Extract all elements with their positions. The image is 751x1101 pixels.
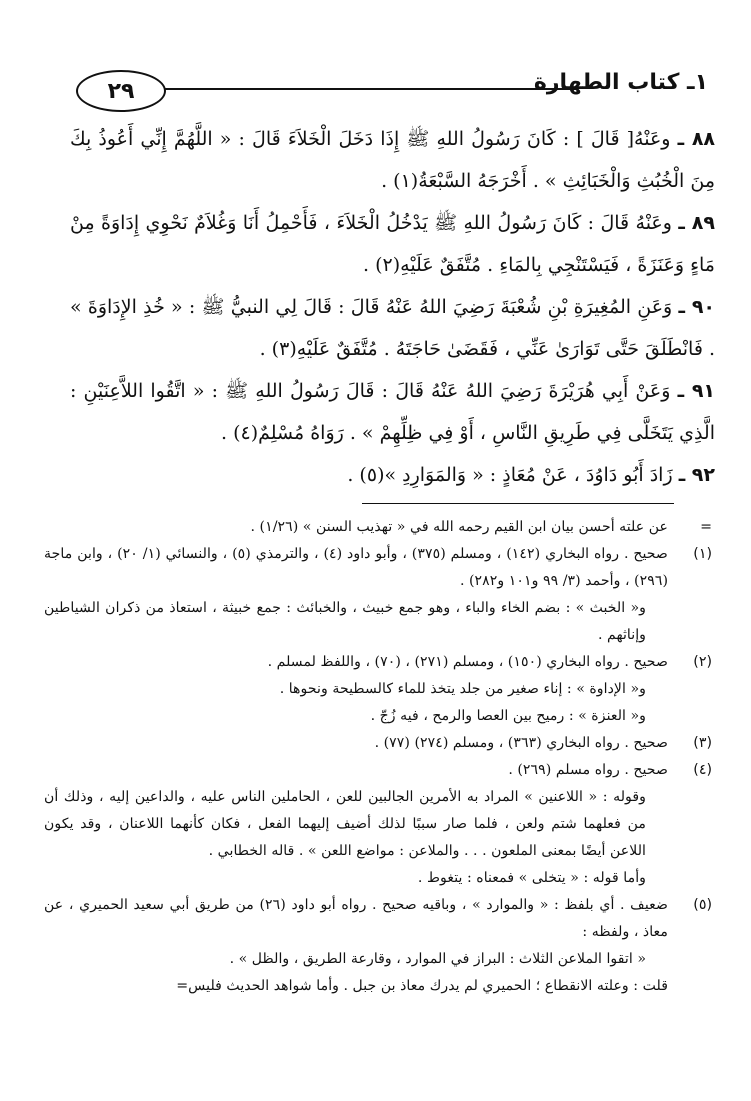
hadith-number: ٨٩ ـ (678, 212, 715, 234)
hadith-number: ٩٢ ـ (678, 464, 715, 486)
footnote-marker (668, 973, 712, 1000)
footnote-separator (362, 503, 674, 504)
footnote-marker (668, 703, 712, 730)
footnote-4-meaning (44, 865, 712, 892)
hadith-89 (70, 202, 715, 286)
page-header (76, 62, 708, 110)
hadith-body: زَادَ أَبُو دَاوُدَ ، عَنْ مُعَاذٍ : « وَالمَوَارِدِ »(٥) . (347, 464, 673, 486)
footnote-text: و« العنزة » : رميح بين العصا والرمح ، فيه زُجّ . (370, 708, 646, 724)
footnote-marker (668, 595, 712, 649)
hadith-body: وَعَنِ المُغِيرَةِ بْنِ شُعْبَةَ رَضِيَ اللهُ عَنْهُ قَالَ : قَالَ لِي النبيُّ ﷺ : « خُذِ الإِدَاوَةَ » . فَانْطَلَقَ حَتَّى تَوَارَىٰ عَنِّي ، فَقَضَىٰ حَاجَتَهُ . مُتَّفَقٌ عَلَيْهِ(٣) . (70, 296, 715, 360)
footnote-text: صحيح . رواه البخاري (١٤٢) ، ومسلم (٣٧٥) ، وأبو داود (٤) ، والترمذي (٥) ، والنسائي (١/ ٢٠) ، وابن ماجة (٢٩٦) ، وأحمد (٣/ ٩٩ و١٠١ و٢٨٢) . (44, 546, 668, 589)
page-number: ٢٩ (107, 78, 135, 104)
page-number-badge (76, 70, 166, 112)
footnote-marker: (٥) (693, 897, 712, 913)
footnote-text: « اتقوا الملاعن الثلاث : البراز في الموارد ، وقارعة الطريق ، والظل » . (229, 951, 646, 967)
footnote-2-gloss-idawa (44, 676, 712, 703)
hadith-body: وعَنْهُ[ قَالَ ] : كَانَ رَسُولُ اللهِ ﷺ إِذَا دَخَلَ الْخَلاَءَ قَالَ : « اللَّهُمَّ إِنِّي أَعُوذُ بِكَ مِنَ الْخُبُثِ وَالْخَبَائِثِ » . أَخْرَجَهُ السَّبْعَةُ(١) . (70, 128, 715, 192)
hadith-body: وَعَنْ أَبِي هُرَيْرَةَ رَضِيَ اللهُ عَنْهُ قَالَ : قَالَ رَسُولُ اللهِ ﷺ : « اتَّقُوا اللاَّعِنَيْنِ : الَّذِي يَتَخَلَّى فِي طَرِيقِ النَّاسِ ، أَوْ فِي ظِلِّهِمْ » . رَوَاهُ مُسْلِمٌ(٤) . (70, 380, 715, 444)
hadith-88 (70, 118, 715, 202)
footnote-5-quote (44, 946, 712, 973)
footnote-marker: (٢) (693, 654, 712, 670)
footnote-marker: (٣) (693, 735, 712, 751)
footnote-5-remark (44, 973, 712, 1000)
footnote-marker (668, 946, 712, 973)
footnote-text: و« الخبث » : بضم الخاء والباء ، وهو جمع خبيث ، والخبائث : جمع خبيثة ، استعاذ من ذكران الشياطين وإناثهم . (44, 600, 646, 643)
hadith-91 (70, 370, 715, 454)
footnote-marker (668, 865, 712, 892)
hadith-number: ٨٨ ـ (677, 128, 716, 150)
footnote-2-gloss-anaza (44, 703, 712, 730)
footnote-text: وأما قوله : « يتخلى » فمعناه : يتغوط . (417, 870, 646, 886)
footnote-text: و« الإداوة » : إناء صغير من جلد يتخذ للماء كالسطيحة ونحوها . (279, 681, 646, 697)
footnote-2 (44, 649, 712, 676)
footnote-marker: (٤) (693, 762, 712, 778)
footnote-text: وقوله : « اللاعنين » المراد به الأمرين الجالبين للعن ، الحاملين الناس عليه ، والداعين إليه ، وذلك أن من فعلهما شتم ولعن ، فلما صار سببًا لذلك أضيف إليهما الفعل ، فكان كأنهما اللاعنان ، وقد يكون اللاعن أيضًا بمعنى الملعون . . . والملاعن : مواضع اللعن » . قاله الخطابي . (44, 789, 646, 859)
footnote-text: صحيح . رواه مسلم (٢٦٩) . (508, 762, 668, 778)
footnote-marker: (١) (693, 546, 712, 562)
header-rule (164, 88, 578, 90)
hadith-90 (70, 286, 715, 370)
hadith-number: ٩١ ـ (677, 380, 716, 402)
chapter-title: ١ـ كتاب الطهارة (533, 70, 708, 95)
footnote-marker: = (700, 519, 712, 535)
footnote-1 (44, 541, 712, 595)
footnote-4 (44, 757, 712, 784)
footnote-3 (44, 730, 712, 757)
footnote-text: قلت : وعلته الانقطاع ؛ الحميري لم يدرك معاذ بن جبل . وأما شواهد الحديث فليس= (176, 978, 668, 994)
footnote-text: صحيح . رواه البخاري (١٥٠) ، ومسلم (٢٧١) ، (٧٠) ، واللفظ لمسلم . (267, 654, 668, 670)
footnote-4-commentary (44, 784, 712, 865)
footnote-text: صحيح . رواه البخاري (٣٦٣) ، ومسلم (٢٧٤) (٧٧) . (374, 735, 668, 751)
hadith-92 (70, 454, 715, 496)
hadith-number: ٩٠ ـ (678, 296, 716, 318)
footnotes (44, 514, 712, 1000)
hadith-text (70, 118, 715, 496)
footnote-marker (668, 676, 712, 703)
footnote-continuation (44, 514, 712, 541)
footnote-1-gloss (44, 595, 712, 649)
footnote-marker (668, 784, 712, 865)
footnote-text: ضعيف . أي بلفظ : « والموارد » ، وباقيه صحيح . رواه أبو داود (٢٦) من طريق أبي سعيد الحميري ، عن معاذ ، ولفظه : (44, 897, 668, 940)
hadith-body: وعَنْهُ قَالَ : كَانَ رَسُولُ اللهِ ﷺ يَدْخُلُ الْخَلاَءَ ، فَأَحْمِلُ أَنَا وَغُلاَمٌ نَحْوِي إِدَاوَةً مِنْ مَاءٍ وَعَنَزَةً ، فَيَسْتَنْجِي بِالمَاءِ . مُتَّفَقٌ عَلَيْهِ(٢) . (70, 212, 715, 276)
footnote-5 (44, 892, 712, 946)
footnote-text: عن علته أحسن بيان ابن القيم رحمه الله في « تهذيب السنن » (١/٢٦) . (250, 519, 668, 535)
